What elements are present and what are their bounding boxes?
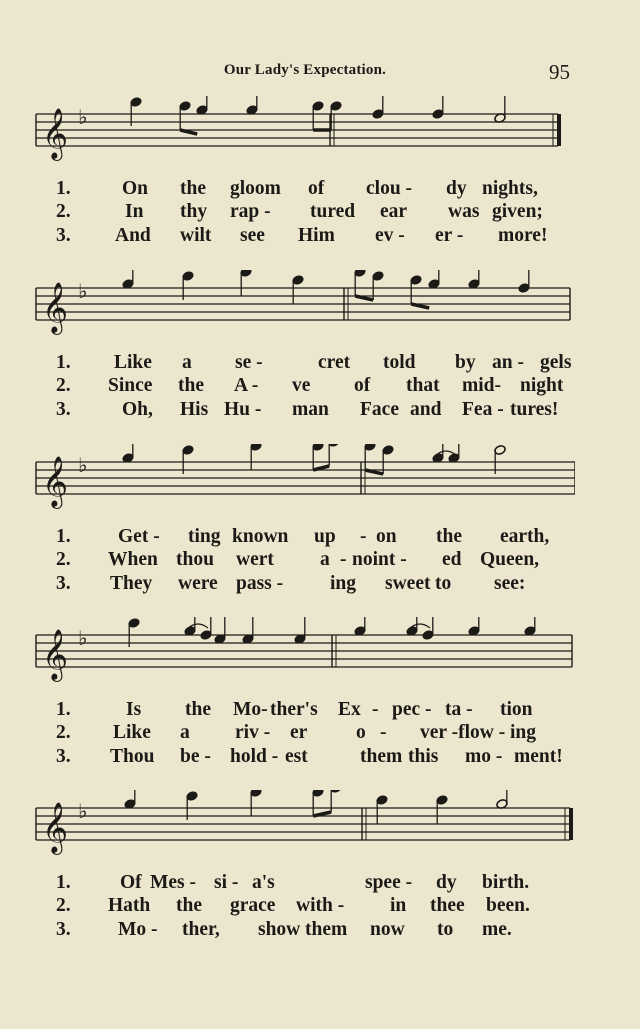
flat-icon: ♭ xyxy=(78,453,88,477)
lyric-syllable: Mo - xyxy=(118,919,158,940)
lyric-syllable: given; xyxy=(492,201,543,222)
lyric-syllable: tures! xyxy=(510,399,559,420)
treble-clef-icon: 𝄞 xyxy=(42,802,69,853)
lyric-syllable: be - xyxy=(180,746,211,767)
lyric-syllable: now xyxy=(370,919,405,940)
verse-number: 2. xyxy=(56,375,71,396)
lyric-syllable: a's xyxy=(252,872,275,893)
lyric-syllable: Like xyxy=(114,352,152,373)
note-beam xyxy=(355,296,373,300)
lyric-syllable: earth, xyxy=(500,526,550,547)
lyric-syllable: told xyxy=(383,352,416,373)
lyric-syllable: Thou xyxy=(110,746,155,767)
lyric-syllable: Mes - xyxy=(150,872,197,893)
page-number: 95 xyxy=(549,60,570,84)
lyric-syllable: o xyxy=(356,722,366,743)
lyric-syllable: grace xyxy=(230,895,276,916)
lyric-line-verse-2 xyxy=(30,895,575,917)
lyric-syllable: mid- xyxy=(462,375,501,396)
lyric-syllable: - xyxy=(340,549,347,570)
music-system-3 xyxy=(30,444,575,609)
lyric-syllable: mo - xyxy=(465,746,503,767)
lyric-syllable: est xyxy=(285,746,308,767)
lyric-syllable: ver -flow - xyxy=(420,722,506,743)
lyric-syllable: more! xyxy=(498,225,548,246)
verse-number: 1. xyxy=(56,352,71,373)
lyric-line-verse-1 xyxy=(30,178,575,200)
staff-3 xyxy=(30,444,575,519)
lyric-syllable: the xyxy=(180,178,206,199)
verse-number: 3. xyxy=(56,225,71,246)
lyric-syllable: And xyxy=(115,225,151,246)
lyric-syllable: ed xyxy=(442,549,462,570)
lyric-syllable: ther's xyxy=(270,699,318,720)
lyric-syllable: thou xyxy=(176,549,214,570)
lyric-syllable: dy xyxy=(436,872,457,893)
verse-number: 3. xyxy=(56,573,71,594)
lyric-syllable: rap - xyxy=(230,201,271,222)
lyric-syllable: thy xyxy=(180,201,208,222)
lyric-syllable: hold - xyxy=(230,746,279,767)
verse-number: 2. xyxy=(56,722,71,743)
treble-clef-icon: 𝄞 xyxy=(42,108,69,159)
lyric-syllable: clou - xyxy=(366,178,413,199)
lyric-line-verse-1 xyxy=(30,699,575,721)
lyric-syllable: Since xyxy=(108,375,153,396)
lyric-syllable: Him xyxy=(298,225,335,246)
lyric-syllable: by xyxy=(455,352,476,373)
verse-number: 3. xyxy=(56,399,71,420)
lyric-syllable: ve xyxy=(292,375,311,396)
verse-number: 1. xyxy=(56,699,71,720)
staff-2 xyxy=(30,270,575,345)
lyric-line-verse-1 xyxy=(30,526,575,548)
lyric-syllable: ting xyxy=(188,526,221,547)
lyric-syllable: with - xyxy=(296,895,345,916)
lyric-syllable: spee - xyxy=(365,872,413,893)
lyric-line-verse-2 xyxy=(30,549,575,571)
lyric-syllable: birth. xyxy=(482,872,530,893)
verse-number: 2. xyxy=(56,895,71,916)
music-system-4 xyxy=(30,617,575,782)
lyric-syllable: a xyxy=(320,549,330,570)
staff-4 xyxy=(30,617,575,692)
lyric-syllable: thee xyxy=(430,895,465,916)
lyric-syllable: was xyxy=(448,201,480,222)
lyric-syllable: tured xyxy=(310,201,356,222)
lyric-syllable: them xyxy=(305,919,348,940)
lyric-syllable: - xyxy=(360,526,367,547)
treble-clef-icon: 𝄞 xyxy=(42,629,69,680)
lyric-syllable: Hath xyxy=(108,895,151,916)
lyric-line-verse-3 xyxy=(30,225,575,247)
lyric-syllable: an - xyxy=(492,352,524,373)
note-beam xyxy=(365,470,383,474)
staff-1 xyxy=(30,96,575,171)
lyric-syllable: Hu - xyxy=(224,399,262,420)
lyric-line-verse-3 xyxy=(30,399,575,421)
lyric-line-verse-2 xyxy=(30,722,575,744)
treble-clef-icon: 𝄞 xyxy=(42,282,69,333)
lyric-syllable: night xyxy=(520,375,564,396)
lyric-line-verse-1 xyxy=(30,352,575,374)
lyric-syllable: ing xyxy=(510,722,537,743)
lyric-syllable: of xyxy=(308,178,325,199)
lyric-syllable: Is xyxy=(126,699,142,720)
lyric-syllable: to xyxy=(437,919,454,940)
lyric-syllable: ear xyxy=(380,201,408,222)
lyric-syllable: Ex xyxy=(338,699,361,720)
lyric-syllable: cret xyxy=(318,352,351,373)
flat-icon: ♭ xyxy=(78,279,88,303)
verse-number: 3. xyxy=(56,746,71,767)
lyric-syllable: tion xyxy=(500,699,533,720)
lyric-syllable: a xyxy=(180,722,190,743)
lyric-syllable: that xyxy=(406,375,440,396)
lyric-syllable: Like xyxy=(113,722,151,743)
lyric-syllable: A - xyxy=(234,375,259,396)
lyric-syllable: Get - xyxy=(118,526,160,547)
lyric-line-verse-3 xyxy=(30,573,575,595)
lyric-syllable: ther, xyxy=(182,919,220,940)
verse-number: 2. xyxy=(56,549,71,570)
lyric-syllable: a xyxy=(182,352,192,373)
lyric-syllable: see: xyxy=(494,573,526,594)
lyric-syllable: er xyxy=(290,722,308,743)
lyric-syllable: Fea - xyxy=(462,399,504,420)
lyric-syllable: gels xyxy=(540,352,572,373)
flat-icon: ♭ xyxy=(78,799,88,823)
lyric-syllable: show xyxy=(258,919,301,940)
verse-number: 1. xyxy=(56,872,71,893)
note-beam xyxy=(313,466,329,470)
lyric-syllable: riv - xyxy=(235,722,271,743)
lyric-syllable: gloom xyxy=(230,178,281,199)
note-beam xyxy=(180,130,197,134)
lyric-syllable: up xyxy=(314,526,336,547)
lyric-syllable: Queen, xyxy=(480,549,540,570)
lyric-line-verse-3 xyxy=(30,746,575,768)
lyric-syllable: them xyxy=(360,746,403,767)
lyric-syllable: wert xyxy=(236,549,274,570)
lyric-syllable: ta - xyxy=(445,699,473,720)
lyric-syllable: pass - xyxy=(236,573,284,594)
lyric-syllable: of xyxy=(354,375,371,396)
lyric-syllable: ing xyxy=(330,573,357,594)
lyric-syllable: and xyxy=(410,399,442,420)
lyric-syllable: this xyxy=(408,746,439,767)
lyric-syllable: ment! xyxy=(514,746,563,767)
lyric-syllable: wilt xyxy=(180,225,212,246)
note-beam xyxy=(411,304,429,308)
lyric-syllable: pec - xyxy=(392,699,432,720)
lyric-syllable: On xyxy=(122,178,149,199)
lyric-syllable: me. xyxy=(482,919,512,940)
hymn-title: Our Lady's Expectation. xyxy=(223,62,387,78)
lyric-syllable: man xyxy=(292,399,329,420)
verse-number: 3. xyxy=(56,919,71,940)
verse-number: 2. xyxy=(56,201,71,222)
lyric-syllable: They xyxy=(110,573,153,594)
flat-icon: ♭ xyxy=(78,626,88,650)
lyric-syllable: see xyxy=(240,225,265,246)
lyric-syllable: - xyxy=(380,722,387,743)
lyric-line-verse-1 xyxy=(30,872,575,894)
lyric-syllable: noint - xyxy=(352,549,407,570)
lyric-syllable: nights, xyxy=(482,178,538,199)
lyric-syllable: were xyxy=(178,573,218,594)
flat-icon: ♭ xyxy=(78,105,88,129)
lyric-syllable: dy xyxy=(446,178,467,199)
treble-clef-icon: 𝄞 xyxy=(42,456,69,507)
lyric-syllable: ev - xyxy=(375,225,405,246)
lyric-syllable: Face xyxy=(360,399,399,420)
lyric-syllable: the xyxy=(176,895,202,916)
lyric-syllable: the xyxy=(185,699,211,720)
lyric-syllable: the xyxy=(178,375,204,396)
staff-5 xyxy=(30,790,575,865)
lyric-syllable: si - xyxy=(214,872,239,893)
lyric-syllable: the xyxy=(436,526,462,547)
lyric-syllable: in xyxy=(390,895,407,916)
lyric-syllable: known xyxy=(232,526,289,547)
verse-number: 1. xyxy=(56,526,71,547)
lyric-syllable: Oh, xyxy=(122,399,153,420)
lyric-syllable: When xyxy=(108,549,158,570)
lyric-syllable: se - xyxy=(235,352,263,373)
lyric-syllable: to xyxy=(435,573,452,594)
lyric-line-verse-2 xyxy=(30,201,575,223)
lyric-syllable: er - xyxy=(435,225,464,246)
verse-number: 1. xyxy=(56,178,71,199)
music-system-2 xyxy=(30,270,575,435)
lyric-line-verse-2 xyxy=(30,375,575,397)
lyric-syllable: sweet xyxy=(385,573,431,594)
lyric-syllable: on xyxy=(376,526,397,547)
lyric-syllable: - xyxy=(372,699,379,720)
lyric-line-verse-3 xyxy=(30,919,575,941)
lyric-syllable: Mo- xyxy=(233,699,268,720)
lyric-syllable: Of xyxy=(120,872,142,893)
lyric-syllable: been. xyxy=(486,895,530,916)
lyric-syllable: In xyxy=(125,201,144,222)
music-system-5 xyxy=(30,790,575,955)
lyric-syllable: His xyxy=(180,399,209,420)
music-system-1 xyxy=(30,96,575,261)
